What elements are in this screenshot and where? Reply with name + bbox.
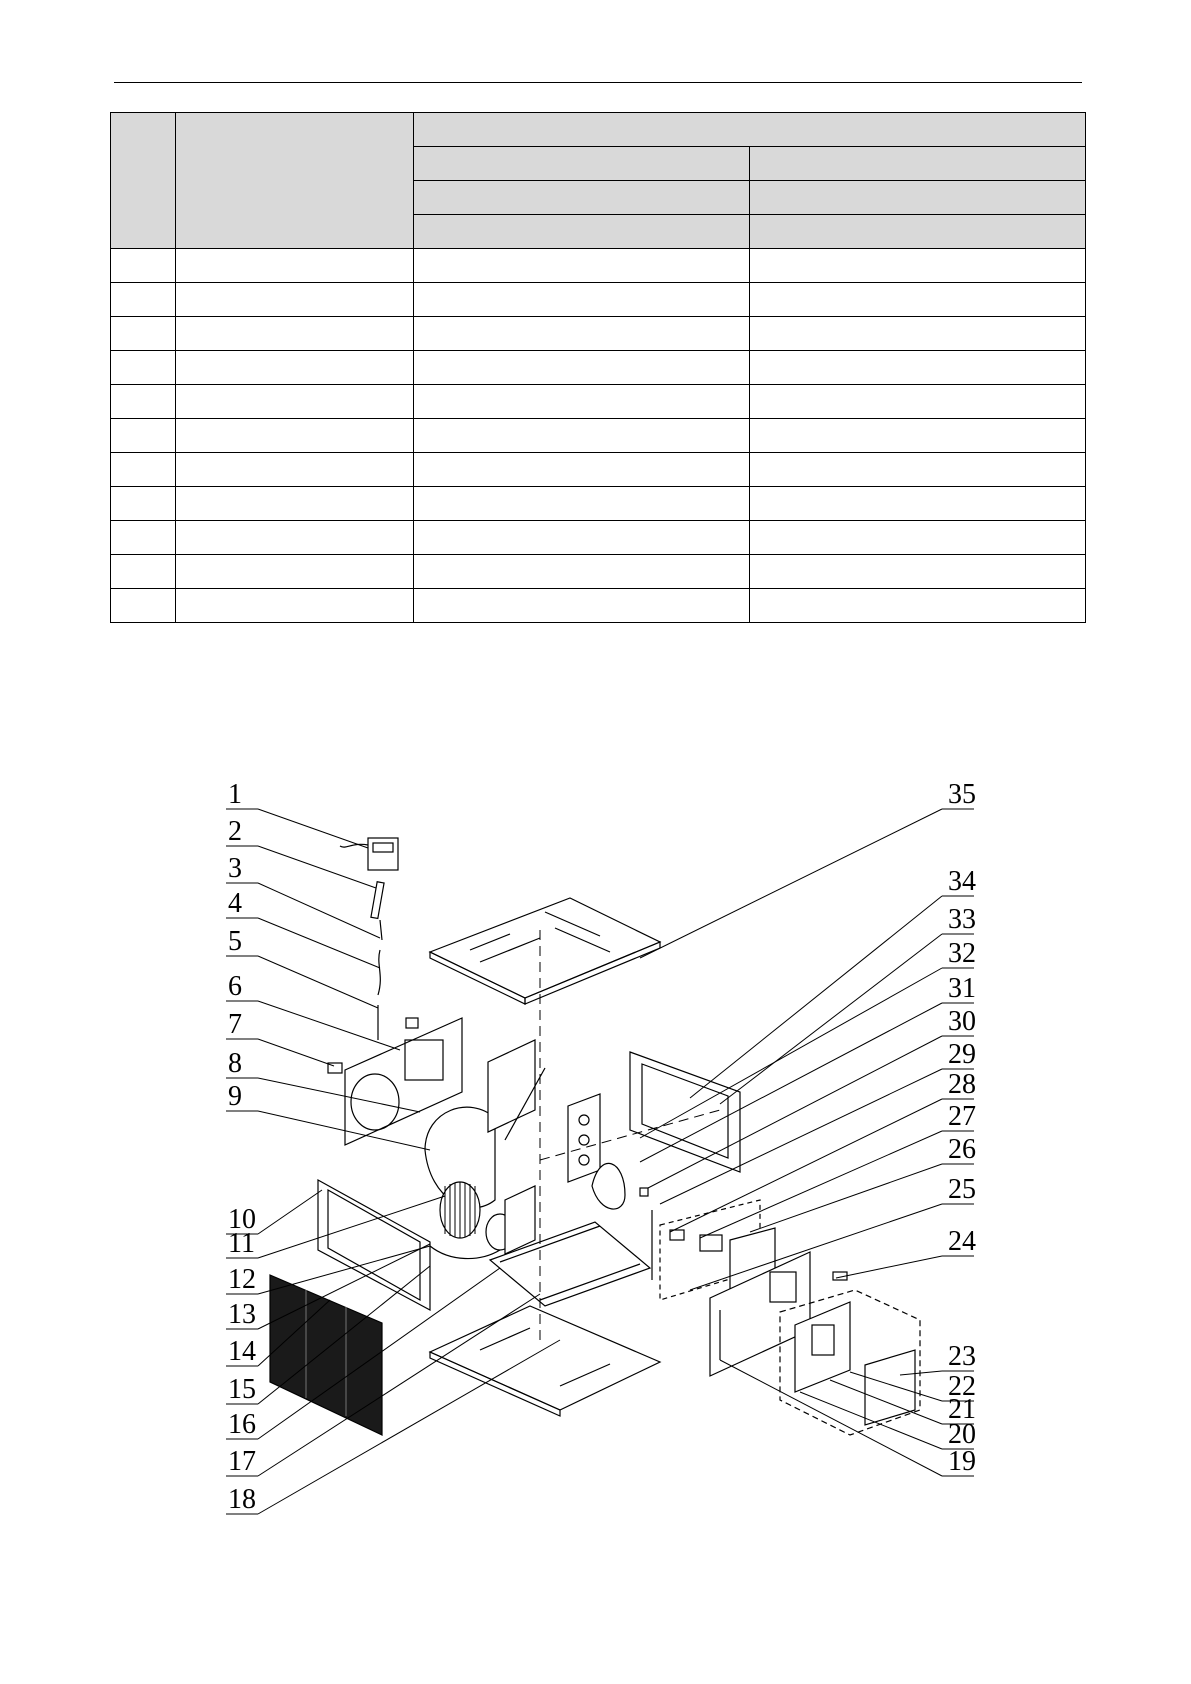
table-cell [176,521,414,555]
leader-line [258,918,380,968]
evaporator-bracket-drawing [488,1040,545,1140]
callout-label-29: 29 [948,1039,976,1070]
callout-label-3: 3 [228,853,242,884]
header-model-cell [414,181,750,215]
table-cell [750,317,1086,351]
table-row [111,419,1086,453]
table-cell [414,487,750,521]
callout-label-4: 4 [228,888,242,919]
table-cell [750,521,1086,555]
leader-line [750,1164,942,1232]
table-cell [111,589,176,623]
table-row [111,283,1086,317]
callout-label-1: 1 [228,779,242,810]
table-cell [414,249,750,283]
table-cell [414,589,750,623]
table-cell [111,419,176,453]
callout-label-33: 33 [948,904,976,935]
leader-line [258,956,378,1008]
table-cell [414,385,750,419]
part-drawings [270,838,920,1435]
callout-label-27: 27 [948,1101,976,1132]
table-cell [750,453,1086,487]
table-cell [111,487,176,521]
filter-mesh-drawing [270,1275,382,1435]
callout-label-13: 13 [228,1299,256,1330]
callout-label-11: 11 [228,1228,255,1259]
callout-label-17: 17 [228,1446,256,1477]
table-cell [750,283,1086,317]
table-cell [750,419,1086,453]
table-cell [176,555,414,589]
table-cell [750,385,1086,419]
table-header-row [111,113,1086,147]
header-no-cell [111,113,176,249]
table-cell [111,351,176,385]
leader-line [690,896,942,1098]
table-cell [176,317,414,351]
table-cell [176,351,414,385]
table-cell [414,521,750,555]
leader-line [258,1190,322,1234]
callout-label-18: 18 [228,1484,256,1515]
table-cell [414,453,750,487]
header-model-cell [750,147,1086,181]
table-cell [414,419,750,453]
callout-label-12: 12 [228,1264,256,1295]
callout-label-28: 28 [948,1069,976,1100]
leader-line [258,846,376,888]
table-row [111,453,1086,487]
callout-label-25: 25 [948,1174,976,1205]
header-part-name-cell [176,113,414,249]
callout-label-35: 35 [948,779,976,810]
leader-line [258,809,368,848]
callout-label-2: 2 [228,816,242,847]
table-row [111,589,1086,623]
callout-label-32: 32 [948,938,976,969]
table-cell [750,249,1086,283]
table-cell [176,385,414,419]
table-row [111,521,1086,555]
table-row [111,351,1086,385]
bottom-panel-drawing [430,1306,660,1416]
motor-frame-drawing [486,1186,650,1306]
coil-block-drawing [568,1094,625,1209]
callout-label-26: 26 [948,1134,976,1165]
callout-label-21: 21 [948,1394,976,1425]
callout-label-30: 30 [948,1006,976,1037]
callout-label-8: 8 [228,1048,242,1079]
table-row [111,249,1086,283]
leader-line [720,934,942,1104]
parts-table [110,112,1086,623]
wired-controller-drawing [340,838,398,870]
table-row [111,555,1086,589]
callout-label-5: 5 [228,926,242,957]
callout-label-23: 23 [948,1341,976,1372]
table-cell [176,419,414,453]
callout-label-7: 7 [228,1009,242,1040]
callout-label-34: 34 [948,866,976,897]
callout-label-9: 9 [228,1081,242,1112]
table-cell [111,555,176,589]
leader-line [258,1001,400,1050]
callout-label-24: 24 [948,1226,976,1257]
table-cell [111,283,176,317]
table-cell [414,555,750,589]
callout-label-16: 16 [228,1409,256,1440]
sensor-cables-drawing [371,882,384,1040]
header-model-cell [414,215,750,249]
table-cell [176,283,414,317]
table-cell [111,249,176,283]
table-cell [111,385,176,419]
header-model-cell [750,215,1086,249]
table-row [111,385,1086,419]
callout-label-31: 31 [948,973,976,1004]
table-cell [750,555,1086,589]
table-cell [176,589,414,623]
callout-label-20: 20 [948,1419,976,1450]
table-cell [414,283,750,317]
header-rule [114,82,1082,83]
header-model-group-cell [414,113,1086,147]
header-model-cell [750,181,1086,215]
table-row [111,317,1086,351]
callout-label-10: 10 [228,1204,256,1235]
callout-label-15: 15 [228,1374,256,1405]
leader-line [258,883,380,938]
table-cell [176,249,414,283]
callout-label-6: 6 [228,971,242,1002]
table-cell [111,521,176,555]
leader-line [690,1204,942,1290]
leader-line [640,968,942,1138]
exploded-view-diagram [0,700,1191,1684]
header-model-cell [414,147,750,181]
leader-line [640,809,942,958]
leader-line [836,1256,942,1278]
leader-line [258,1039,334,1066]
table-cell [111,317,176,351]
table-cell [176,487,414,521]
callout-label-19: 19 [948,1446,976,1477]
table-cell [176,453,414,487]
outlet-flange-drawing [630,1052,740,1172]
table-cell [750,589,1086,623]
callout-label-14: 14 [228,1336,256,1367]
table-row [111,487,1086,521]
callout-label-22: 22 [948,1371,976,1402]
table-cell [414,317,750,351]
table-cell [414,351,750,385]
table-cell [750,351,1086,385]
table-cell [750,487,1086,521]
table-cell [111,453,176,487]
top-panel-drawing [430,898,660,1004]
